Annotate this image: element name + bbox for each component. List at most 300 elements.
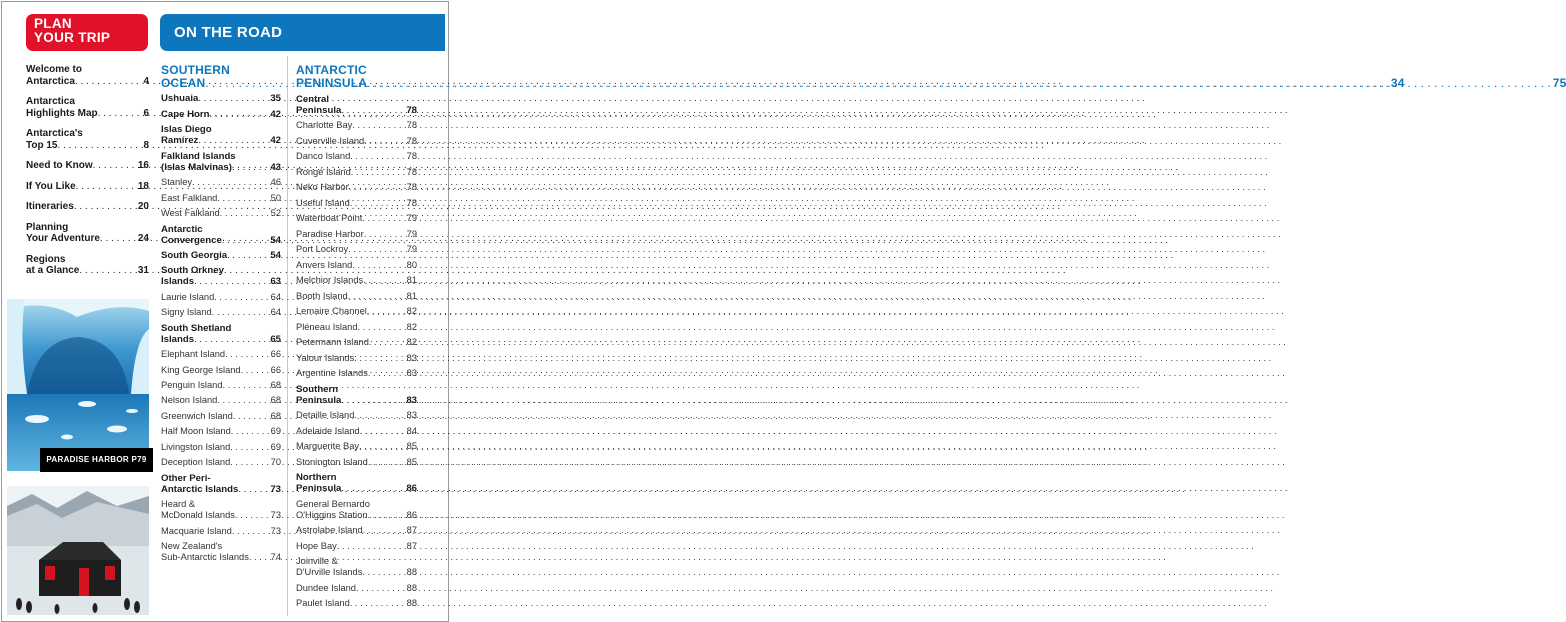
toc-entry-row	[26, 160, 149, 172]
southern-ocean-entry-label: Sub-Antarctic Islands	[161, 551, 249, 562]
toc-entry-row	[26, 140, 149, 152]
antarctic-peninsula-entry	[296, 306, 417, 317]
ice-arch-image	[7, 299, 149, 471]
dot-leader	[232, 526, 269, 537]
southern-ocean-entry	[161, 224, 281, 246]
antarctic-peninsula-entry-label: Useful Island	[296, 197, 350, 208]
dot-leader	[359, 441, 405, 452]
dot-leader	[230, 442, 268, 453]
antarctic-peninsula-entry-line: Southern	[296, 383, 339, 395]
antarctic-peninsula-entry	[296, 120, 417, 131]
antarctic-peninsula-entry-label: Petermann Island	[296, 337, 369, 347]
antarctic-peninsula-title-page: 75	[1552, 75, 1566, 90]
antarctic-peninsula-entry-page: 87	[406, 525, 417, 535]
antarctic-peninsula-entry	[296, 441, 417, 452]
dot-leader	[364, 229, 405, 240]
antarctic-peninsula-entry-label: Peninsula	[296, 483, 342, 494]
dot-leader	[75, 76, 142, 88]
antarctic-peninsula-entry-row	[296, 598, 417, 609]
antarctic-peninsula-entry	[296, 244, 417, 255]
toc-entry-label: Need to Know	[26, 160, 93, 171]
southern-ocean-entry-row	[161, 526, 281, 537]
antarctic-peninsula-entry-line: Northern	[296, 472, 337, 483]
antarctic-peninsula-entry-row	[296, 105, 417, 116]
southern-ocean-entry-label: Islands	[161, 276, 195, 288]
toc-entry-label: at a Glance	[26, 265, 80, 276]
toc-entry-line: Welcome to	[26, 64, 82, 75]
antarctic-peninsula-entry-label: Booth Island	[296, 290, 348, 301]
antarctic-peninsula-entry	[296, 499, 417, 521]
antarctic-peninsula-entry	[296, 541, 417, 552]
southern-ocean-entry-label: Ramírez	[161, 135, 199, 147]
southern-ocean-entry	[161, 380, 281, 391]
antarctic-peninsula-entry-row	[296, 182, 417, 193]
dot-leader	[233, 411, 269, 422]
southern-ocean-entry-page: 50	[270, 192, 281, 203]
antarctic-peninsula-entry-row	[296, 510, 417, 521]
antarctic-peninsula-entry-label: Cuverville Island	[296, 135, 365, 146]
dot-leader	[210, 109, 269, 120]
antarctic-peninsula-entry-label: Argentine Islands	[296, 368, 368, 378]
southern-ocean-entry-page: 42	[270, 108, 281, 120]
antarctic-peninsula-entry-label: Neko Harbor	[296, 182, 349, 192]
antarctic-peninsula-entry-page: 88	[406, 567, 417, 577]
antarctic-peninsula-entry-label: Rongé Island	[296, 166, 351, 177]
southern-ocean-entry-page: 42	[270, 135, 281, 147]
antarctic-peninsula-entry	[296, 136, 417, 147]
antarctic-peninsula-entry	[296, 426, 417, 437]
toc-entry-line: Antarctica's	[26, 128, 83, 139]
antarctic-peninsula-entry	[296, 353, 417, 364]
antarctic-peninsula-entry-label: Yalour Islands	[296, 352, 355, 363]
antarctic-peninsula-entry	[296, 260, 417, 271]
antarctic-peninsula-entry	[296, 410, 417, 421]
dot-leader	[348, 244, 404, 255]
antarctic-peninsula-entry-page: 84	[406, 425, 417, 436]
southern-ocean-entry-row	[161, 395, 281, 406]
antarctic-peninsula-entry-row	[296, 567, 417, 578]
southern-ocean-entry-row	[161, 552, 281, 563]
southern-ocean-title-page: 34	[1390, 75, 1405, 90]
antarctic-peninsula-entry-page: 78	[406, 135, 417, 146]
dot-leader	[348, 291, 405, 302]
antarctic-peninsula-entry-row	[296, 541, 417, 552]
antarctic-peninsula-entry-line: Joinville &	[296, 556, 338, 566]
southern-ocean-entry-row	[161, 177, 281, 188]
dot-leader	[249, 552, 269, 563]
southern-ocean-entry-label: Macquarie Island	[161, 525, 232, 536]
southern-ocean-entry	[161, 426, 281, 437]
antarctic-peninsula-entry-line: Central	[296, 93, 330, 105]
antarctic-peninsula-entry-label: D'Urville Islands	[296, 567, 363, 577]
dot-leader	[362, 567, 404, 578]
southern-ocean-entry-page: 35	[270, 93, 281, 105]
southern-ocean-entry-line: Antarctic	[161, 223, 203, 235]
antarctic-peninsula-entry-row	[296, 275, 417, 286]
southern-ocean-entry-label: Ushuaia	[161, 93, 199, 105]
dot-leader	[352, 120, 404, 131]
antarctic-peninsula-entry-page: 82	[406, 337, 417, 347]
southern-ocean-entry-label: King George Island	[161, 364, 241, 375]
southern-ocean-entry-page: 68	[270, 410, 281, 421]
antarctic-peninsula-entry-row	[296, 120, 417, 131]
southern-ocean-entry-row	[161, 426, 281, 437]
antarctic-peninsula-entry-page: 87	[406, 540, 417, 551]
dot-leader	[231, 426, 269, 437]
antarctic-peninsula-entry-row	[296, 291, 417, 302]
dot-leader	[358, 322, 405, 333]
dot-leader	[217, 193, 268, 204]
antarctic-peninsula-entry-page: 88	[406, 598, 417, 608]
dot-leader	[74, 201, 136, 213]
antarctic-peninsula-entry	[296, 151, 417, 162]
southern-ocean-entry-page: 64	[270, 291, 281, 302]
toc-entry-label: Top 15	[26, 139, 58, 151]
photo-caption: PARADISE HARBOR P79	[40, 448, 153, 472]
southern-ocean-entry-label: Signy Island	[161, 307, 212, 318]
southern-ocean-entry-row	[161, 292, 281, 303]
dot-leader	[79, 265, 136, 277]
port-lockroy-hut-photo	[7, 486, 149, 615]
toc-entry	[26, 128, 149, 151]
antarctic-peninsula-title-line: ANTARCTIC	[296, 63, 367, 77]
ice-cave-photo	[7, 299, 149, 471]
antarctic-peninsula-entry-page: 81	[406, 290, 417, 301]
antarctic-peninsula-entry-label: Port Lockroy	[296, 244, 349, 254]
toc-entry	[26, 64, 149, 87]
dot-leader	[241, 365, 269, 376]
toc-entry-page: 31	[137, 265, 149, 276]
dot-leader	[223, 380, 269, 391]
southern-ocean-title-line: SOUTHERN	[161, 63, 230, 77]
antarctic-peninsula-entry-page: 88	[406, 582, 417, 593]
antarctic-peninsula-entry-page: 79	[406, 213, 417, 223]
dot-leader	[198, 93, 268, 104]
antarctic-peninsula-entry-row	[296, 136, 417, 147]
toc-entry	[26, 160, 149, 172]
toc-entry-row	[26, 265, 149, 277]
southern-ocean-entry	[161, 526, 281, 537]
antarctic-peninsula-entry-page: 86	[406, 509, 417, 520]
toc-entry-row	[26, 76, 149, 88]
dot-leader	[220, 208, 269, 219]
dot-leader	[349, 182, 405, 193]
antarctic-peninsula-entry-row	[296, 337, 417, 348]
dot-leader	[356, 583, 405, 594]
dot-leader	[194, 276, 268, 287]
southern-ocean-entry-label: Stanley	[161, 177, 193, 188]
antarctic-peninsula-entry-label: Hope Bay	[296, 540, 337, 551]
antarctic-peninsula-entry-page: 80	[406, 259, 417, 270]
antarctic-peninsula-entry-row	[296, 483, 417, 494]
southern-ocean-entry-page: 46	[270, 177, 281, 188]
antarctic-peninsula-entry	[296, 182, 417, 193]
antarctic-peninsula-entry-label: Lemaire Channel	[296, 306, 367, 316]
antarctic-peninsula-entry-row	[296, 426, 417, 437]
southern-ocean-entry-page: 73	[270, 510, 281, 521]
antarctic-peninsula-entry-label: O'Higgins Station	[296, 509, 368, 520]
antarctic-peninsula-entry-page: 86	[406, 483, 417, 494]
southern-ocean-entry-line: Falkland Islands	[161, 150, 236, 162]
antarctic-peninsula-entry-row	[296, 441, 417, 452]
southern-ocean-entry-page: 68	[270, 380, 281, 390]
southern-ocean-entry-label: Islands	[161, 333, 195, 345]
dot-leader	[235, 510, 269, 521]
plan-your-trip-header	[26, 14, 148, 51]
antarctic-peninsula-entry-row	[296, 244, 417, 255]
southern-ocean-entry	[161, 323, 281, 345]
southern-ocean-entry-label: East Falkland	[161, 192, 218, 203]
toc-entry-page: 24	[137, 233, 149, 244]
southern-ocean-entry	[161, 292, 281, 303]
antarctic-peninsula-entry-page: 78	[406, 104, 417, 116]
dot-leader	[354, 410, 404, 421]
antarctic-peninsula-entry	[296, 291, 417, 302]
southern-ocean-entry-row	[161, 442, 281, 453]
antarctic-peninsula-entry-label: Detaille Island	[296, 410, 355, 420]
southern-ocean-entry-label: West Falkland	[161, 208, 220, 219]
dot-leader	[363, 275, 404, 286]
toc-entry-label: Antarctica	[26, 75, 75, 87]
dot-leader	[369, 337, 405, 348]
antarctic-peninsula-entry-page: 78	[406, 120, 417, 130]
dot-leader	[360, 426, 405, 437]
southern-ocean-entry	[161, 365, 281, 376]
southern-ocean-entry-label: Greenwich Island	[161, 410, 233, 421]
antarctic-peninsula-entry-label: Marguerite Bay	[296, 441, 360, 451]
southern-ocean-entry-page: 73	[270, 525, 281, 536]
dot-leader	[368, 457, 405, 468]
antarctic-peninsula-entry-line: General Bernardo	[296, 498, 370, 509]
southern-ocean-entry-label: South Georgia	[161, 249, 228, 261]
southern-ocean-entry-page: 52	[270, 208, 281, 219]
antarctic-peninsula-entry-row	[296, 368, 417, 379]
toc-entry-page: 20	[137, 201, 149, 212]
antarctic-peninsula-entry	[296, 337, 417, 348]
southern-ocean-entry-row	[161, 276, 281, 287]
antarctic-peninsula-entry-row	[296, 322, 417, 333]
toc-entry-row	[26, 201, 149, 213]
dot-leader	[350, 598, 405, 609]
antarctic-peninsula-entry-page: 82	[406, 321, 417, 332]
southern-ocean-entry	[161, 307, 281, 318]
southern-ocean-entry-page: 73	[270, 483, 281, 495]
dot-leader	[192, 177, 269, 188]
antarctic-peninsula-entry-page: 78	[406, 197, 417, 208]
southern-ocean-entry-label: Penguin Island	[161, 380, 223, 390]
toc-entry-page: 16	[137, 160, 149, 171]
dot-leader	[230, 457, 268, 468]
southern-ocean-entry-row	[161, 510, 281, 521]
on-the-road-header: ON THE ROAD	[160, 14, 445, 51]
antarctic-peninsula-entry	[296, 94, 417, 116]
southern-ocean-entry-page: 66	[270, 364, 281, 375]
antarctic-peninsula-entry-row	[296, 151, 417, 162]
southern-ocean-entry-label: Laurie Island	[161, 291, 215, 302]
southern-ocean-entry-page: 68	[270, 395, 281, 406]
southern-ocean-entry	[161, 151, 281, 173]
toc-entry-line: Antarctica	[26, 96, 75, 107]
southern-ocean-entry-page: 54	[270, 249, 281, 261]
southern-ocean-entry-row	[161, 457, 281, 468]
dot-leader	[227, 250, 268, 261]
antarctic-peninsula-entry-row	[296, 213, 417, 224]
southern-ocean-entry-row	[161, 162, 281, 173]
antarctic-peninsula-entry-row	[296, 525, 417, 536]
antarctic-peninsula-entry-label: Melchior Islands	[296, 275, 364, 285]
southern-ocean-entry	[161, 541, 281, 563]
southern-ocean-entry-row	[161, 250, 281, 261]
southern-ocean-entry-row	[161, 334, 281, 345]
toc-entry-row	[26, 108, 149, 120]
southern-ocean-entry-page: 54	[270, 234, 281, 246]
southern-ocean-entry-row	[161, 411, 281, 422]
dot-leader	[232, 162, 268, 173]
toc-entry-label: If You Like	[26, 180, 76, 192]
antarctic-peninsula-entry	[296, 213, 417, 224]
dot-leader	[367, 306, 405, 317]
toc-entry-label: Itineraries	[26, 201, 74, 212]
southern-ocean-entry-line: South Shetland	[161, 322, 232, 334]
dot-leader	[352, 260, 404, 271]
southern-ocean-entry	[161, 499, 281, 521]
antarctic-peninsula-entry-page: 83	[406, 410, 417, 420]
southern-ocean-entry-label: Antarctic Islands	[161, 483, 239, 495]
dot-leader	[341, 395, 404, 406]
antarctic-peninsula-entry-row	[296, 395, 417, 406]
toc-entry-page: 6	[143, 107, 149, 119]
southern-ocean-entry-row	[161, 349, 281, 360]
dot-leader	[93, 160, 136, 172]
dot-leader	[350, 151, 404, 162]
antarctic-peninsula-entry-row	[296, 260, 417, 271]
plan-header-line2: YOUR TRIP	[34, 30, 111, 45]
dot-leader	[214, 292, 268, 303]
dot-leader	[222, 235, 269, 246]
antarctic-peninsula-entry-label: Dundee Island	[296, 582, 356, 593]
dot-leader	[362, 213, 404, 224]
antarctic-peninsula-entry-row	[296, 583, 417, 594]
southern-ocean-entry-row	[161, 135, 281, 146]
antarctic-peninsula-entry-row	[296, 229, 417, 240]
antarctic-peninsula-entry	[296, 198, 417, 209]
southern-ocean-entry-row	[161, 380, 281, 391]
antarctic-peninsula-entry	[296, 457, 417, 468]
southern-ocean-entry-row	[161, 109, 281, 120]
antarctic-peninsula-entry-row	[296, 353, 417, 364]
antarctic-peninsula-entry	[296, 322, 417, 333]
southern-ocean-entry-row	[161, 365, 281, 376]
hut-image	[7, 486, 149, 615]
dot-leader	[351, 167, 405, 178]
antarctic-peninsula-entry-page: 81	[406, 275, 417, 285]
southern-ocean-entry-label: (Islas Malvinas)	[161, 161, 232, 173]
toc-entry	[26, 254, 149, 277]
dot-leader	[363, 525, 405, 536]
dot-leader	[354, 353, 404, 364]
southern-ocean-entry-row	[161, 307, 281, 318]
toc-entry-page: 18	[137, 180, 149, 192]
antarctic-peninsula-entry-row	[296, 306, 417, 317]
antarctic-peninsula-title-label: PENINSULA	[296, 75, 368, 90]
southern-ocean-entry-page: 70	[270, 457, 281, 468]
antarctic-peninsula-entry-page: 79	[406, 228, 417, 239]
southern-ocean-entry-page: 69	[270, 426, 281, 437]
southern-ocean-entry	[161, 109, 281, 120]
southern-ocean-entry	[161, 177, 281, 188]
southern-ocean-title-label: OCEAN	[161, 75, 206, 90]
southern-ocean-entry	[161, 250, 281, 261]
southern-ocean-entry	[161, 457, 281, 468]
dot-leader	[341, 483, 404, 494]
dot-leader	[225, 349, 269, 360]
toc-entry-row	[26, 233, 149, 245]
toc-entry	[26, 96, 149, 119]
dot-leader	[364, 136, 404, 147]
plan-header-line1: PLAN	[34, 16, 72, 31]
southern-ocean-entry-page: 63	[270, 276, 281, 288]
southern-ocean-entry-page: 74	[270, 551, 281, 562]
southern-ocean-entry-page: 66	[270, 349, 281, 360]
toc-entry-page: 4	[143, 75, 149, 87]
antarctic-peninsula-entry-row	[296, 198, 417, 209]
southern-ocean-entry-line: Heard &	[161, 499, 196, 510]
dot-leader	[337, 541, 405, 552]
southern-ocean-entry	[161, 442, 281, 453]
antarctic-peninsula-entry-page: 78	[406, 151, 417, 161]
antarctic-peninsula-entry	[296, 583, 417, 594]
antarctic-peninsula-entry-page: 85	[406, 441, 417, 451]
antarctic-peninsula-entry	[296, 275, 417, 286]
antarctic-peninsula-entry	[296, 556, 417, 578]
antarctic-peninsula-entry-page: 83	[406, 352, 417, 363]
antarctic-peninsula-entry-row	[296, 167, 417, 178]
antarctic-peninsula-entry-page: 79	[406, 244, 417, 254]
toc-entry-row	[26, 181, 149, 193]
southern-ocean-entry-page: 69	[270, 441, 281, 452]
toc-entry-line: Regions	[26, 253, 66, 265]
dot-leader	[350, 198, 405, 209]
toc-entry	[26, 222, 149, 245]
antarctic-peninsula-entry-page: 85	[406, 456, 417, 467]
southern-ocean-entry-label: Nelson Island	[161, 395, 218, 406]
antarctic-peninsula-entry-label: Waterboat Point	[296, 213, 363, 223]
southern-ocean-entry	[161, 473, 281, 495]
southern-ocean-entry-label: Cape Horn	[161, 108, 210, 120]
southern-ocean-entry-page: 64	[270, 307, 281, 318]
toc-entry	[26, 201, 149, 213]
antarctic-peninsula-entry-page: 83	[406, 368, 417, 378]
antarctic-peninsula-entry-row	[296, 457, 417, 468]
southern-ocean-entry-row	[161, 208, 281, 219]
southern-ocean-entry-label: Elephant Island	[161, 349, 226, 360]
antarctic-peninsula-entry	[296, 384, 417, 406]
antarctic-peninsula-entry-label: Pléneau Island	[296, 321, 358, 332]
dot-leader	[212, 307, 269, 318]
toc-entry-label: Your Adventure	[26, 233, 100, 244]
southern-ocean-entry-label: Deception Island	[161, 457, 231, 468]
southern-ocean-entry-page: 43	[270, 161, 281, 173]
antarctic-peninsula-entry	[296, 368, 417, 379]
plan-your-trip-toc	[26, 64, 149, 286]
dot-leader	[98, 108, 142, 120]
southern-ocean-entry-row	[161, 93, 281, 104]
toc-entry-page: 8	[143, 139, 149, 151]
southern-ocean-entry	[161, 193, 281, 204]
antarctic-peninsula-entry-page: 78	[406, 182, 417, 192]
southern-ocean-entry	[161, 124, 281, 146]
antarctic-peninsula-entry-label: Stonington Island	[296, 456, 368, 467]
